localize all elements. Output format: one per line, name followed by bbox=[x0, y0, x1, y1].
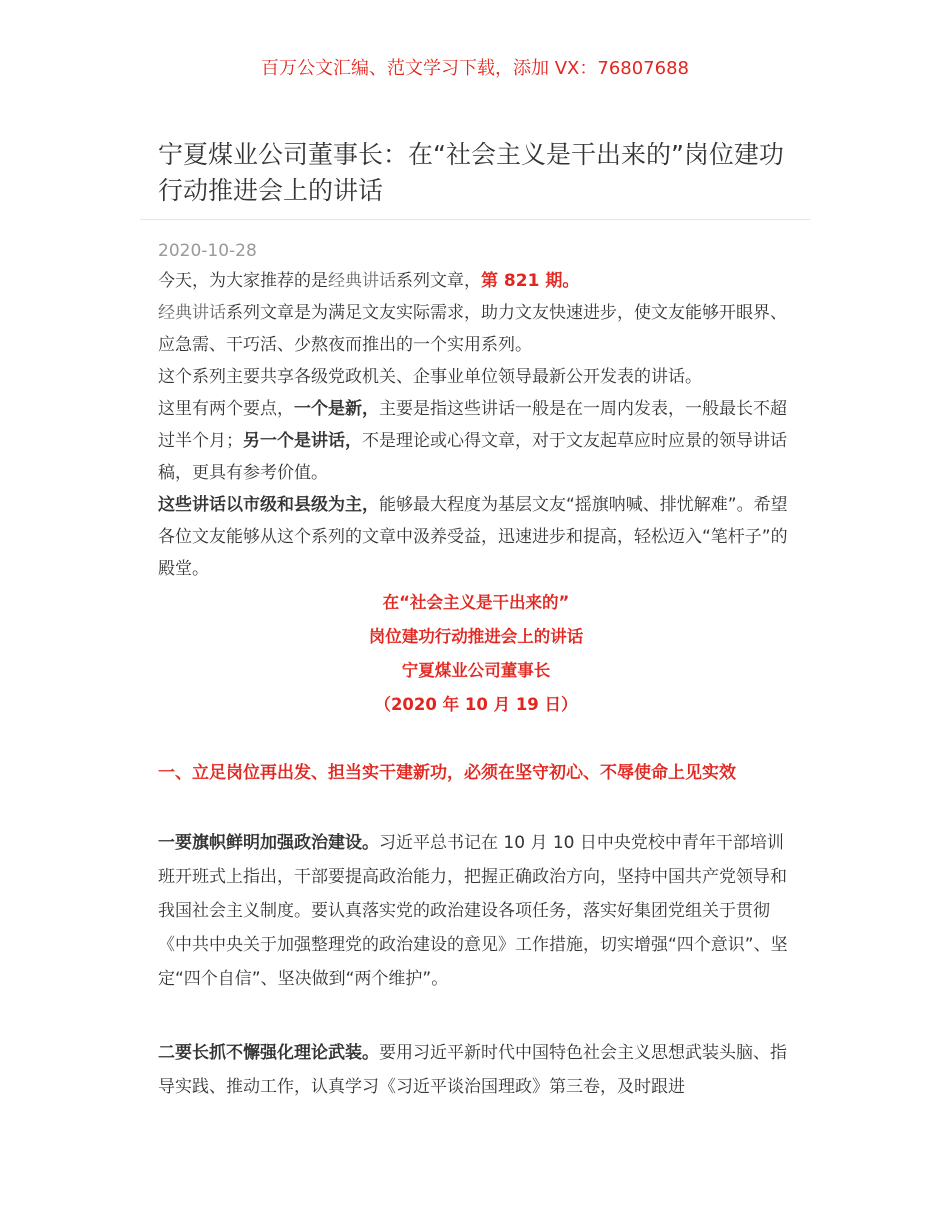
series-name: 经典讲话 bbox=[328, 271, 396, 291]
intro-text: 这里有两个要点， bbox=[158, 399, 294, 419]
body-paragraph-1 bbox=[158, 826, 794, 996]
intro-text: 系列文章， bbox=[396, 271, 481, 291]
paragraph-lead: 一要旗帜鲜明加强政治建设。 bbox=[158, 833, 379, 853]
speech-heading bbox=[158, 586, 794, 722]
intro-bold: 这些讲话以市级和县级为主， bbox=[158, 495, 379, 515]
intro-text: 系列文章是为满足文友实际需求，助力文友快速进步，使文友能够开眼界、应急需、干巧活、少熬夜而推出的一个实用系列。 bbox=[158, 303, 787, 355]
intro-text: 能够最大程度为基层文友“摇旗呐喊、排忧解难”。希望各位文友能够从这个系列的文章中汲养受益，迅速进步和提高，轻松迈入“笔杆子”的殿堂。 bbox=[158, 495, 788, 579]
intro-section bbox=[158, 265, 794, 585]
header-banner: 百万公文汇编、范文学习下载，添加 VX：76807688 bbox=[261, 58, 689, 79]
speech-title-line-2: 岗位建功行动推进会上的讲话 bbox=[368, 627, 584, 646]
intro-paragraph-3: 这个系列主要共享各级党政机关、企事业单位领导最新公开发表的讲话。 bbox=[158, 367, 702, 387]
intro-bold: 另一个是讲话， bbox=[243, 431, 362, 451]
title-divider bbox=[140, 219, 810, 220]
speech-title-line-1: 在“社会主义是干出来的” bbox=[382, 593, 570, 612]
article-date: 2020-10-28 bbox=[158, 241, 257, 261]
intro-paragraph-2 bbox=[158, 297, 794, 361]
speaker: 宁夏煤业公司董事长 bbox=[401, 661, 551, 680]
article-title: 宁夏煤业公司董事长：在“社会主义是干出来的”岗位建功行动推进会上的讲话 bbox=[158, 140, 784, 205]
intro-text: 今天，为大家推荐的是 bbox=[158, 271, 328, 291]
intro-paragraph-5 bbox=[158, 489, 794, 585]
section-heading-1: 一、立足岗位再出发、担当实干建新功，必须在坚守初心、不辱使命上见实效 bbox=[158, 763, 736, 783]
series-name: 经典讲话 bbox=[158, 303, 226, 323]
intro-bold: 一个是新， bbox=[294, 399, 379, 419]
intro-paragraph-4 bbox=[158, 393, 794, 489]
intro-paragraph-1 bbox=[158, 265, 794, 297]
speech-date: （2020 年 10 月 19 日） bbox=[374, 695, 578, 714]
paragraph-text: 习近平总书记在 10 月 10 日中央党校中青年干部培训班开班式上指出，干部要提高政治能力，把握正确政治方向，坚持中国共产党领导和我国社会主义制度。要认真落实党的政治建设各项任务，落实好集团党组关于贯彻《中共中央关于加强整理党的政治建设的意见》工作措施，切实增强“四个意识”、坚定“四个自信”、坚决做到“两个维护”。 bbox=[158, 833, 788, 989]
paragraph-text: 要用习近平新时代中国特色社会主义思想武装头脑、指导实践、推动工作，认真学习《习近平谈治国理政》第三卷，及时跟进 bbox=[158, 1043, 787, 1097]
paragraph-lead: 二要长抓不懈强化理论武装。 bbox=[158, 1043, 379, 1063]
issue-number: 第 821 期。 bbox=[481, 271, 580, 291]
body-paragraph-2 bbox=[158, 1036, 794, 1104]
intro-text: 不是理论或心得文章，对于文友起草应时应景的领导讲话稿，更具有参考价值。 bbox=[158, 431, 787, 483]
intro-text: 主要是指这些讲话一般是在一周内发表，一般最长不超过半个月； bbox=[158, 399, 787, 451]
